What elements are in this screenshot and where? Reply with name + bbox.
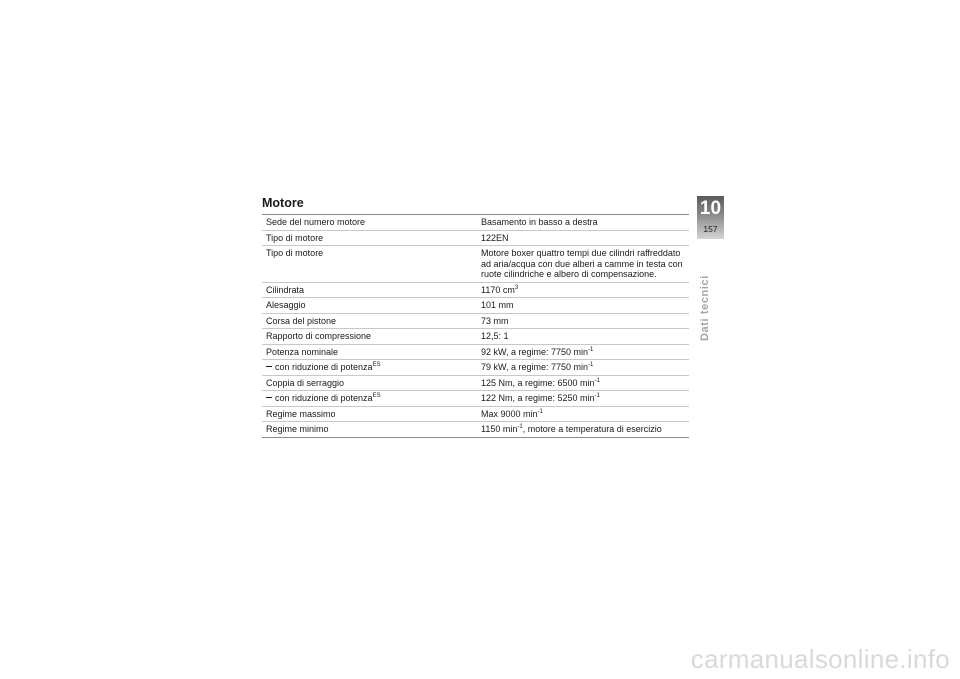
page-number: 157 bbox=[703, 224, 718, 234]
dash-icon bbox=[266, 397, 272, 399]
row-label: Potenza nominale bbox=[262, 344, 477, 360]
row-value bbox=[477, 391, 689, 407]
value-superscript: -1 bbox=[594, 393, 600, 399]
label-superscript: ES bbox=[372, 393, 381, 399]
row-label: Coppia di serraggio bbox=[262, 375, 477, 391]
row-value: Basamento in basso a destra bbox=[477, 215, 689, 231]
row-value bbox=[477, 282, 689, 298]
row-label: Cilindrata bbox=[262, 282, 477, 298]
row-label bbox=[262, 391, 477, 407]
value-text: 1170 cm bbox=[481, 284, 515, 295]
row-label: Sede del numero motore bbox=[262, 215, 477, 231]
value-superscript: -1 bbox=[588, 346, 594, 353]
section-title: Motore bbox=[262, 196, 304, 210]
value-text: 79 kW, a regime: 7750 min bbox=[481, 362, 589, 372]
chapter-number: 10 bbox=[699, 198, 722, 219]
value-superscript: -1 bbox=[594, 377, 600, 384]
row-value: Motore boxer quattro tempi due cilindri raffreddato ad aria/acqua con due alberi a camme in testa con ruote cilindriche e albero di compensazione. bbox=[477, 246, 689, 283]
watermark: carmanualsonline.info bbox=[690, 644, 950, 674]
table-row bbox=[262, 298, 689, 314]
table-row bbox=[262, 391, 689, 407]
row-value: 12,5: 1 bbox=[477, 329, 689, 345]
table-row bbox=[262, 375, 689, 391]
table-row bbox=[262, 246, 689, 283]
label-superscript: ES bbox=[372, 362, 381, 368]
row-label bbox=[262, 360, 477, 376]
row-value: 101 mm bbox=[477, 298, 689, 314]
chapter-tab bbox=[697, 196, 724, 239]
row-label: Corsa del pistone bbox=[262, 313, 477, 329]
value-superscript: 3 bbox=[514, 284, 519, 291]
row-value: 122EN bbox=[477, 230, 689, 246]
value-text: 125 Nm, a regime: 6500 min bbox=[481, 377, 595, 388]
row-value bbox=[477, 406, 689, 422]
row-value: 73 mm bbox=[477, 313, 689, 329]
row-label: Tipo di motore bbox=[262, 230, 477, 246]
table-row bbox=[262, 329, 689, 345]
value-text: 122 Nm, a regime: 5250 min bbox=[481, 393, 595, 403]
table-row bbox=[262, 282, 689, 298]
table-row bbox=[262, 406, 689, 422]
table-row bbox=[262, 313, 689, 329]
spec-table bbox=[262, 214, 689, 438]
row-label: Regime massimo bbox=[262, 406, 477, 422]
chapter-label: Dati tecnici bbox=[699, 275, 711, 341]
table-row bbox=[262, 360, 689, 376]
row-label: Alesaggio bbox=[262, 298, 477, 314]
table-row bbox=[262, 344, 689, 360]
row-value bbox=[477, 360, 689, 376]
value-suffix: , motore a temperatura di esercizio bbox=[522, 424, 662, 434]
row-label: Tipo di motore bbox=[262, 246, 477, 283]
value-superscript: -1 bbox=[537, 408, 543, 415]
value-superscript: -1 bbox=[588, 362, 594, 368]
row-value bbox=[477, 422, 689, 438]
value-text: 1150 min bbox=[481, 424, 518, 434]
table-row bbox=[262, 230, 689, 246]
label-text: con riduzione di potenza bbox=[275, 362, 373, 372]
row-value bbox=[477, 344, 689, 360]
value-superscript: -1 bbox=[517, 424, 523, 430]
row-label: Regime minimo bbox=[262, 422, 477, 438]
row-value bbox=[477, 375, 689, 391]
row-label: Rapporto di compressione bbox=[262, 329, 477, 345]
table-row bbox=[262, 422, 689, 438]
table-row bbox=[262, 215, 689, 231]
value-text: 92 kW, a regime: 7750 min bbox=[481, 346, 589, 357]
value-text: Max 9000 min bbox=[481, 408, 538, 419]
label-text: con riduzione di potenza bbox=[275, 393, 373, 403]
dash-icon bbox=[266, 366, 272, 368]
